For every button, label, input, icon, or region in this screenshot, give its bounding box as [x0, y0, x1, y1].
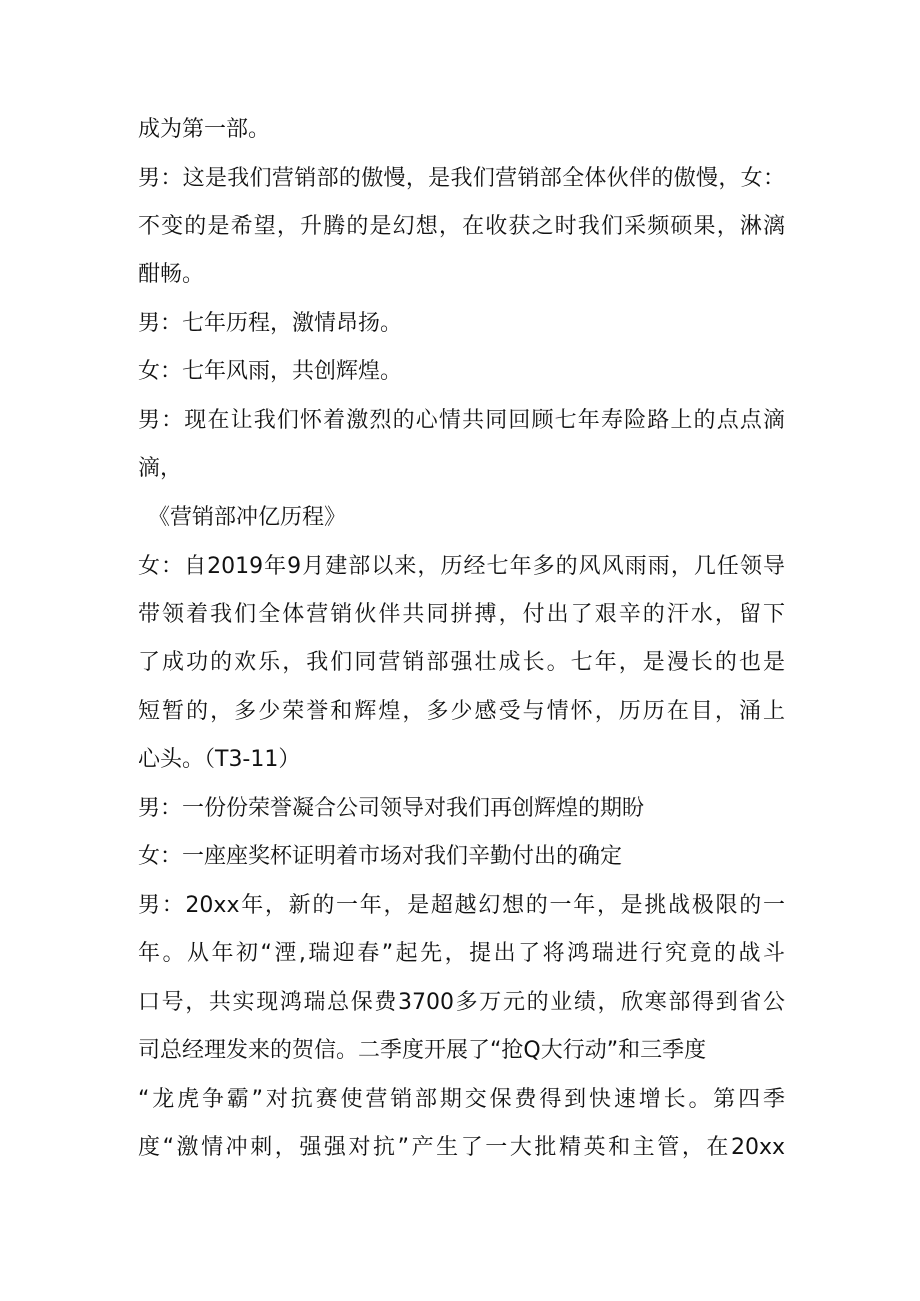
text-line: 男：一份份荣誉凝合公司领导对我们再创辉煌的期盼: [138, 796, 645, 821]
text-line: 司总经理发来的贺信。二季度开展了“抢Q大行动”和三季度: [138, 1038, 707, 1063]
text-line: 女：自2019年9月建部以来，历经七年多的风风雨雨，几任领导: [138, 554, 785, 579]
text-line: 男：这是我们营销部的傲慢，是我们营销部全体伙伴的傲慢，女：: [138, 166, 785, 191]
text-line: 成为第一部。: [138, 117, 271, 142]
text-line: 口号，共实现鸿瑞总保费3700多万元的业绩，欣寒部得到省公: [138, 990, 785, 1015]
text-line: 女：七年风雨，共创辉煌。: [138, 359, 403, 384]
text-line: 不变的是希望，升腾的是幻想，在收获之时我们采频硕果，淋漓: [138, 214, 785, 239]
text-line: 了成功的欢乐，我们同营销部强壮成长。七年，是漫长的也是: [138, 650, 785, 675]
text-line: 带领着我们全体营销伙伴共同拼搏，付出了艰辛的汗水，留下: [138, 602, 785, 627]
text-line: 女：一座座奖杯证明着市场对我们辛勤付出的确定: [138, 844, 623, 869]
text-line: 心头。（T3-11）: [138, 747, 301, 772]
text-line: 年。从年初“湮,瑞迎春”起先，提出了将鸿瑞进行究竟的战斗: [138, 941, 785, 966]
text-line: “龙虎争霸”对抗赛使营销部期交保费得到快速增长。第四季: [138, 1087, 785, 1112]
text-line: 酣畅。: [138, 262, 205, 287]
text-line: 滴，: [138, 456, 183, 481]
text-line: 短暂的，多少荣誉和辉煌，多少感受与情怀，历历在目，涌上: [138, 699, 785, 724]
text-line: 男：七年历程，激情昂扬。: [138, 311, 403, 336]
text-line: 男：20xx年，新的一年，是超越幻想的一年，是挑战极限的一: [138, 893, 785, 918]
text-line: 男：现在让我们怀着激烈的心情共同回顾七年寿险路上的点点滴: [138, 408, 785, 433]
section-title: 《营销部冲亿历程》: [148, 505, 347, 530]
text-line: 度“激情冲刺，强强对抗”产生了一大批精英和主管，在20xx: [138, 1135, 785, 1160]
